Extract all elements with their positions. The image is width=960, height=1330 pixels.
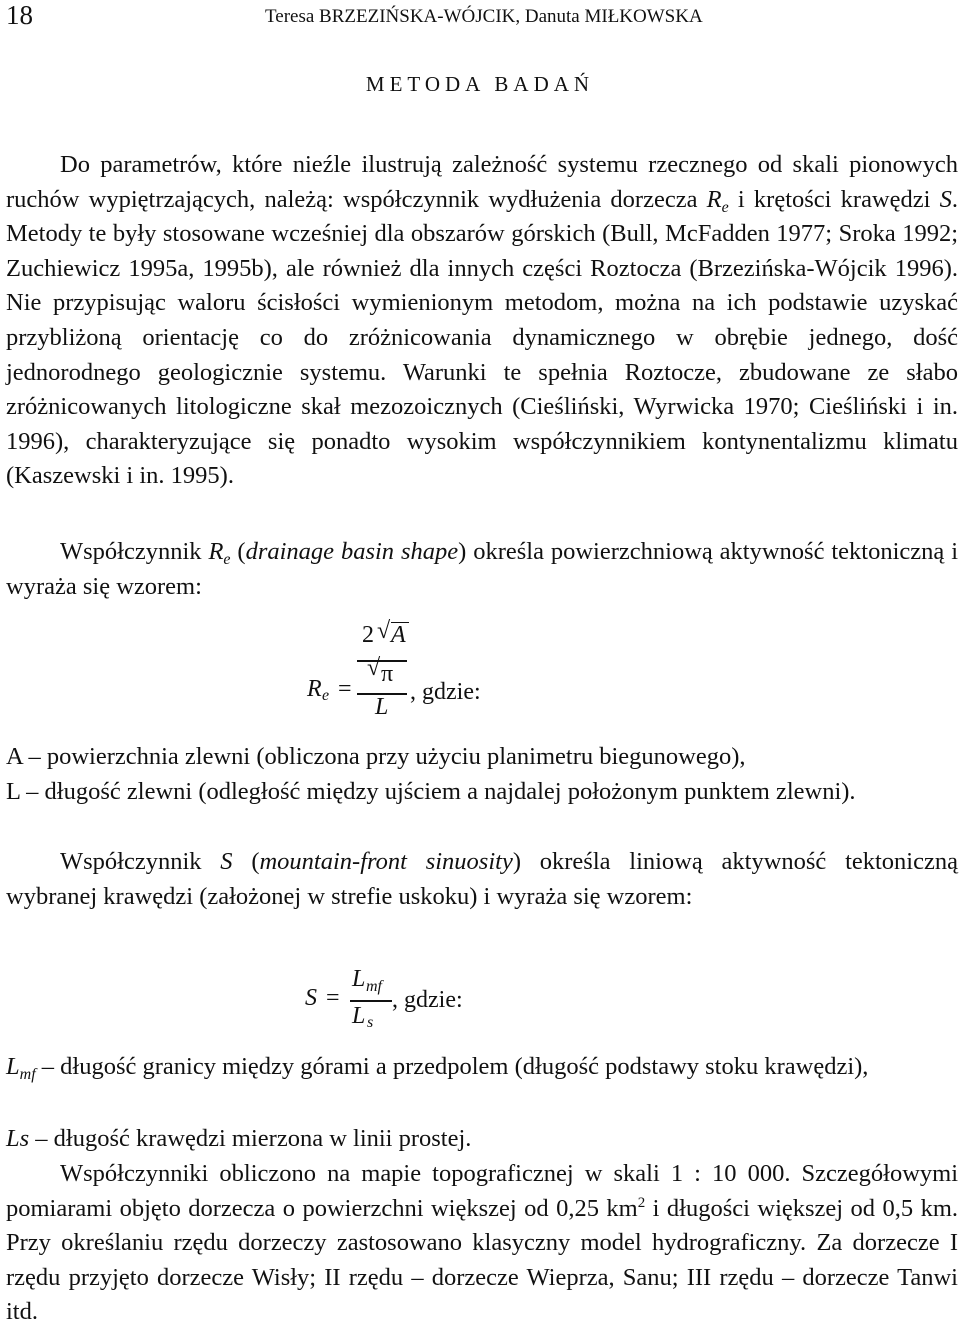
definition-a: A – powierzchnia zlewni (obliczona przy użyciu planimetru biegunowego), — [6, 743, 746, 770]
sqrt-sign: √ — [377, 618, 391, 644]
sqrt-sign: √ — [367, 655, 381, 681]
section-title: METODA BADAŃ — [365, 72, 595, 96]
paragraph-2: Współczynnik $R_e$ (drainage basin shape) określa powierzchniową aktywność tektoniczną i wyraża się wzorem: — [6, 538, 959, 600]
running-header — [0, 0, 960, 36]
definition-ls: Ls – długość krawędzi mierzona w linii prostej. — [6, 1125, 472, 1152]
page-number: 18 — [6, 0, 33, 30]
definition-lmf: $L_{mf}$ – długość granicy między górami a przedpolem (długość podstawy stoku krawędzi), — [6, 1053, 869, 1083]
paragraph-4: Współczynniki obliczono na mapie topograficznej w skali 1 : 10 000. Szczegółowymi pomiarami objęto dorzecza o powierzchni większej od 0,25 $km^2$ i długości większej od 0,5 km. Przy określaniu rzędu dorzeczy zastosowano klasyczny model hydrograficzny. Za dorzecze I rzędu przyjęto dorzecze Wisły; II rzędu – dorzecze Wieprza, Sanu; III rzędu – dorzecze Tanwi itd. — [6, 1160, 958, 1326]
paragraph-3: Współczynnik S (mountain-front sinuosity) określa liniową aktywność tektoniczną wybranej krawędzi (założonej w strefie uskoku) i wyraża się wzorem: — [6, 848, 958, 910]
fraction-bar — [350, 1000, 392, 1002]
paragraph-1: Do parametrów, które nieźle ilustrują zależność systemu rzecznego od skali pionowych ruchów wypiętrzających, należą: współczynnik wydłużenia dorzecza $R_e$ i krętości krawędzi S. Metody te były stosowane wcześniej dla obszarów górskich (Bull, McFadden 1977; Sroka 1992; Zuchiewicz 1995a, 1995b), ale również dla innych części Roztocza (Brzezińska-Wójcik 1996). Nie przypisując waloru ścisłości wymienionym metodom, można na ich podstawie uzyskać przybliżoną orientację co do zróżnicowania dynamicznego w obrębie jednego, dość jednorodnego geologicznie systemu. Warunki te spełnia Roztocze, zbudowane ze słabo zróżnicowanych litologiczne skał mezozoicznych (Cieśliński, Wyrwicka 1970; Cieśliński i in. 1996), charakteryzujące się ponadto wysokim współczynnikiem kontynentalizmu klimatu (Kaszewski i in. 1995). — [6, 151, 958, 490]
definition-l: L – długość zlewni (odległość między ujściem a najdalej położonym punktem zlewni). — [6, 778, 856, 805]
running-header-authors: Teresa BRZEZIŃSKA-WÓJCIK, Danuta MIŁKOWSKA — [265, 6, 703, 27]
